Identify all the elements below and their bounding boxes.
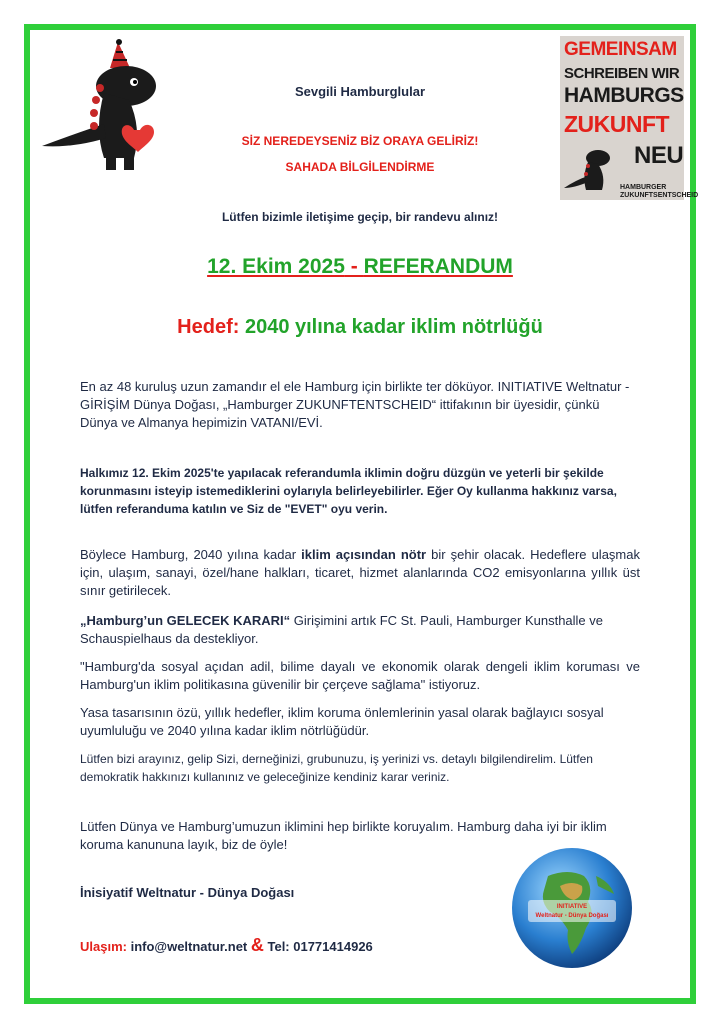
globe-line-2: Weltnatur - Dünya Doğası xyxy=(535,913,609,919)
poster-subtitle: HAMBURGER ZUKUNFTSENTSCHEID xyxy=(620,184,699,199)
contact-email[interactable]: info@weltnatur.net xyxy=(126,939,251,954)
paragraph-3 xyxy=(80,546,640,600)
p4-part-a: „Hamburg’un GELECEK KARARI“ xyxy=(80,613,291,628)
signature: İnisiyatif Weltnatur - Dünya Doğası xyxy=(80,885,295,900)
paragraph-7: Lütfen bizi arayınız, gelip Sizi, derneğinizi, grubunuzu, iş yerinizi vs. detaylı bilgilendirelim. Lütfen demokratik hakkınızı kullanınız ve geleceğinize kendiniz karar veriniz. xyxy=(80,752,593,784)
page-title xyxy=(0,255,720,279)
poster-line-1: GEMEINSAM xyxy=(564,39,677,60)
title-dash: - xyxy=(344,255,364,278)
paragraph-8: Lütfen Dünya ve Hamburg’umuzun iklimini hep birlikte koruyalım. Hamburg daha iyi bir iklim koruma kanununa layık, biz de öyle! xyxy=(80,819,607,852)
contact-label: Ulaşım: xyxy=(80,939,127,954)
goal-label: Hedef: xyxy=(177,316,240,338)
slogan-1: SİZ NEREDEYSENİZ BİZ ORAYA GELİRİZ! xyxy=(241,134,479,148)
contact-ampersand: & xyxy=(250,935,264,955)
paragraph-2: Halkımız 12. Ekim 2025'te yapılacak referandumla iklimin doğru düzgün ve yeterli bir şekilde korunmasını isteyip istemediklerini oylarıyla belirleyebilirler. Eğer Oy kullanma hakkınız varsa, lütfen referanduma katılın ve Siz de "EVET" oyu verin. xyxy=(80,466,617,516)
title-word: REFERANDUM xyxy=(363,255,513,278)
slogan-2: SAHADA BİLGİLENDİRME xyxy=(285,160,435,174)
campaign-poster xyxy=(560,36,699,200)
goal-heading xyxy=(0,316,720,339)
title-date: 12. Ekim 2025 xyxy=(207,255,345,278)
poster-line-4: ZUKUNFT xyxy=(564,111,670,137)
contact-request: Lütfen bizimle iletişime geçip, bir randevu alınız! xyxy=(221,210,499,224)
paragraph-5: "Hamburg'da sosyal açıdan adil, bilime dayalı ve ekonomik olarak dengeli iklim koruması ve Hamburg'un iklim politikasına güvenilir bir çerçeve sağlama" istiyoruz. xyxy=(80,659,640,692)
paragraph-4 xyxy=(80,612,640,648)
greeting: Sevgili Hamburglular xyxy=(294,84,426,99)
contact-tel[interactable]: Tel: 01771414926 xyxy=(263,939,373,954)
goal-text: 2040 yılına kadar iklim nötrlüğü xyxy=(239,316,543,338)
p3-part-b: iklim açısından nötr xyxy=(301,547,427,562)
poster-line-3: HAMBURGS xyxy=(564,84,684,107)
globe-line-1: INITIATIVE xyxy=(556,904,588,910)
poster-line-5: NEU xyxy=(634,142,684,169)
p4-part-b: Girişimini artık FC St. Pauli, Hamburger Kunsthalle ve Schauspielhaus da destekliyor. xyxy=(80,613,603,646)
paragraph-1: En az 48 kuruluş uzun zamandır el ele Hamburg için birlikte ter döküyor. INITIATIVE Weltnatur - GİRİŞİM Dünya Doğası, „Hamburger ZUKUNFTENTSCHEID“ ittifakının bir üyesidir, çünkü Dünya ve Almanya hepimizin VATANI/EVİ. xyxy=(80,379,630,430)
paragraph-6: Yasa tasarısının özü, yıllık hedefler, iklim koruma önlemlerinin yasal olarak bağlayıcı sosyal uyumluluğu ve 2040 yılına kadar iklim nötrlüğüdür. xyxy=(80,705,604,738)
p3-part-c: bir şehir olacak. Hedeflere ulaşmak için, ulaşım, sanayi, özel/hane halkları, ticaret, hizmet alanlarında CO2 emisyonlarına yıllık üst sınır getirilecek. xyxy=(80,547,640,598)
p3-part-a: Böylece Hamburg, 2040 yılına kadar xyxy=(80,547,302,562)
poster-line-2: SCHREIBEN WIR xyxy=(564,65,680,82)
contact-info xyxy=(80,935,373,956)
